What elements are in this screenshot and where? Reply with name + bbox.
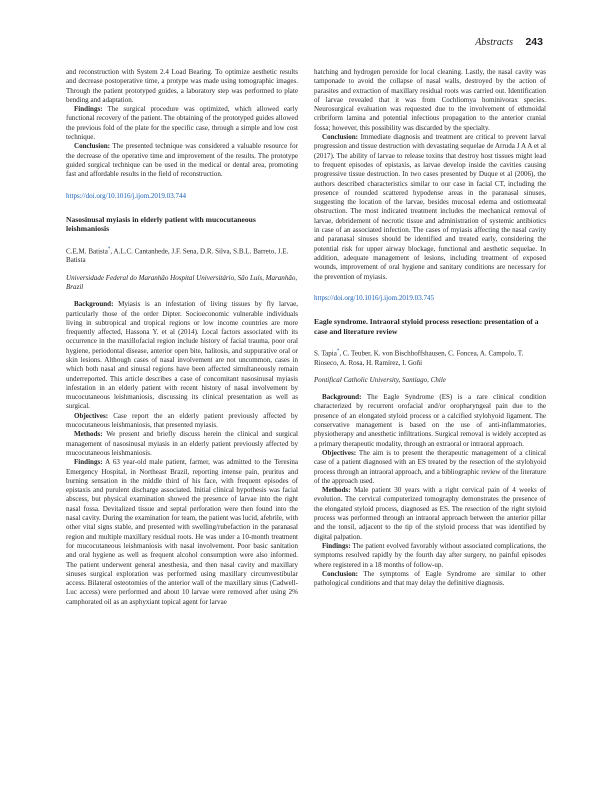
section-title: Abstracts — [475, 37, 513, 48]
findings-paragraph: Findings: The patient evolved favorably without associated complications, the symptoms resolved rapidly by the fourth day after surgery, no painful episodes where registered in a 18 months of follow-up. — [314, 541, 546, 569]
article-affiliation: Universidade Federal do Maranhão Hospital Universitário, São Luís, Maranhão, Brazil — [66, 273, 298, 291]
objectives-paragraph: Objectives: Case report the an elderly patient previously affected by mucocutaneous leishmaniosis, that presented myiasis. — [66, 411, 298, 430]
continued-paragraph: and reconstruction with System 2.4 Load Bearing. To optimize aesthetic results and decrease postoperative time, a protype was made using tomographic images. Through the patient prototyped guides, a laboratory step was performed to plate bending and adaptation. — [66, 68, 298, 104]
background-paragraph: Background: The Eagle Syndrome (ES) is a rare clinical condition characterized by recurrent orofacial and/or oropharyngeal pain due to the presence of an elongated styloid process or a calcified stylohyoid ligament. The conservative management is based on the use of anti-inflammatories, physiotherapy and anesthetic infiltrations. Surgical removal is widely accepted as a primary therapeutic modality, through an extraoral or intraoral approach. — [314, 393, 546, 448]
article-affiliation: Pontifical Catholic University, Santiago, Chile — [314, 375, 446, 384]
page-header — [475, 36, 543, 48]
corresponding-author-mark[interactable]: * — [107, 246, 111, 252]
corresponding-author-mark[interactable]: * — [336, 348, 340, 354]
right-column — [314, 68, 546, 588]
methods-paragraph: Methods: We present and briefly discuss herein the clinical and surgical management of nasosinusal myiasis in an elderly patient previously affected by mucocutaneous leishmaniosis. — [66, 430, 298, 457]
article-title: Nasosinusal myiasis in elderly patient with mucocutaneous leishmaniosis — [66, 214, 256, 234]
findings-paragraph: Findings: The surgical procedure was optimized, which allowed early functional recovery of the patient. The obtaining of the prototyped guides allowed the previous fold of the plate for the specific case, through a simple and low cost technique. — [66, 105, 298, 142]
findings-paragraph: Findings: A 63 year-old male patient, farmer, was admitted to the Teresina Emergency Hospital, in Northeast Brazil, reporting intense pain, pruritus and burning sensation in the middle third of his face, with frequent episodes of epistaxis and purulent discharge associated. Initial clinical hypothesis was facial abscess, but physical examination showed the presence of larvae into the right nasal fossa. Devitalized tissue and septal perforation were then found into the nasal cavity. During the examination for team, the patient was lucid, afebrile, with other vital signs stable, and presented with swelling/rubefaction in the paranasal region and multiple maxillary residual roots. He was under a 10-month treatment for mucocutaneous leishmaniosis with nasal involvement. Poor basic sanitation and oral hygiene as well as frequent alcohol consumption were also informed. The patient underwent general anesthesia, and then nasal cavity and maxillary sinuses surgical exploration was performed using maxillary circumvestibular access. Bilateral osteotomies of the anterior wall of the maxillary sinus (Cadwell-Luc access) were performed and about 10 larvae were removed after using 2% camphorated oil as an asphyxiant topical agent for larvae — [66, 458, 299, 606]
conclusion-paragraph: Conclusion: The presented technique was considered a valuable resource for the decrease of the operative time and improvement of the results. The prototype guided surgical technique can be used in the medical or dental area, promoting fast and affordable results in the field of reconstruction. — [66, 142, 298, 179]
background-paragraph: Background: Myiasis is an infestation of living tissues by fly larvae, particularly those of the order Dipter. Socioeconomic vulnerable individuals living in subtropical and tropical regions or low income countries are more frequently affected, Hassona Y. et al (2014). Local factors associated with its occurrence in the maxillofacial region include history of facial trauma, poor oral hygiene, periodontal disease, anterior open bite, halitosis, and suppurative oral or skin lesions. Although cases of nasal involvement are not uncommon, cases in which both nasal and sinusal regions have been affected simultaneously remain underreported. This article describes a case of concomitant nasosinusal myiasis infestation in an elderly patient with recent history of nasal involvement by mucocutaneous leishmaniosis, discussing its clinical presentation as well as surgical. — [66, 300, 298, 411]
objectives-paragraph: Objectives: The aim is to present the therapeutic management of a clinical case of a patient diagnosed with an ES treated by the resection of the stylohyoid process through an intraoral approach, and a bibliographic review of the literature of the approach used. — [314, 448, 546, 485]
doi-link[interactable]: https://doi.org/10.1016/j.ijom.2019.03.744 — [66, 191, 187, 200]
doi-link[interactable]: https://doi.org/10.1016/j.ijom.2019.03.745 — [314, 293, 435, 302]
continued-paragraph: hatching and hydrogen peroxide for local cleaning. Lastly, the nasal cavity was tamponade to avoid the collapse of nasal walls, destroyed by the action of parasites and extraction of maxillary residual roots was carried out. Identification of larvae revealed that it was from Cochliomya hominivorax species. Neurosurgical evaluation was requested due to the involvement of ethmoidal cribriform lamina and potential infectious propagation to the anterior cranial fossa; however, this possibility was discarded by the specialty. — [314, 68, 546, 132]
left-column — [66, 68, 298, 607]
conclusion-paragraph: Conclusion: The symptoms of Eagle Syndrome are similar to other pathological conditions and that may delay the definitive diagnosis. — [314, 569, 546, 588]
conclusion-paragraph: Conclusion: Immediate diagnosis and treatment are critical to prevent larval progression and tissue destruction with devastating sequelae de Arruda J A A et al (2017). The ability of larvae to release toxins that destroy host tissues might lead to frequent episodes of epistaxis, as larvae develop inside the cavities causing progressive tissue destruction. In two cases presented by Duque et al (2006), the authors described characteristics similar to our case in facial CT, including the presence of rounded scattered hypodense areas in the paranasal sinuses, suggesting the location of the larvae, besides mucosal edema and ostiomeatal obstruction. The most indicated treatment includes the mechanical removal of larvae, debridement of necrotic tissue and administration of systemic antibiotics in case of an associated infection. The cases of myiasis affecting the nasal cavity and paranasal sinuses should be identified and treated early, considering the potential risk for upper airway blockage, functional and aesthetic sequelae. In addition, adequate management of lesions, including treatment of exposed wounds, improvement of oral hygiene and sanitary conditions are necessary for the prevention of myiasis. — [314, 133, 546, 281]
article-authors: C.E.M. Batista*, A.L.C. Cantanhede, J.F. Sena, D.R. Silva, S.B.L. Barreto, J.E. Batista — [66, 246, 289, 265]
article-title: Eagle syndrome. Intraoral styloid process resection: presentation of a case and literature review — [314, 317, 539, 336]
methods-paragraph: Methods: Male patient 30 years with a right cervical pain of 4 weeks of evolution. The cervical computerized tomography demonstrates the presence of the elongated styloid process, diagnosed as ES. The resection of the right styloid process was performed through an intraoral approach between the anterior pillar and the tonsil, adjacent to the tip of the styloid process that was identified by digital palpation. — [314, 486, 546, 541]
page-number: 243 — [525, 36, 543, 48]
article-authors: S. Tapia*, C. Teuber, K. von Bischhoffshausen, C. Foncea, A. Campolo, T. Rioseco, A. Rosa, H. Ramírez, I. Goñi — [314, 348, 524, 367]
